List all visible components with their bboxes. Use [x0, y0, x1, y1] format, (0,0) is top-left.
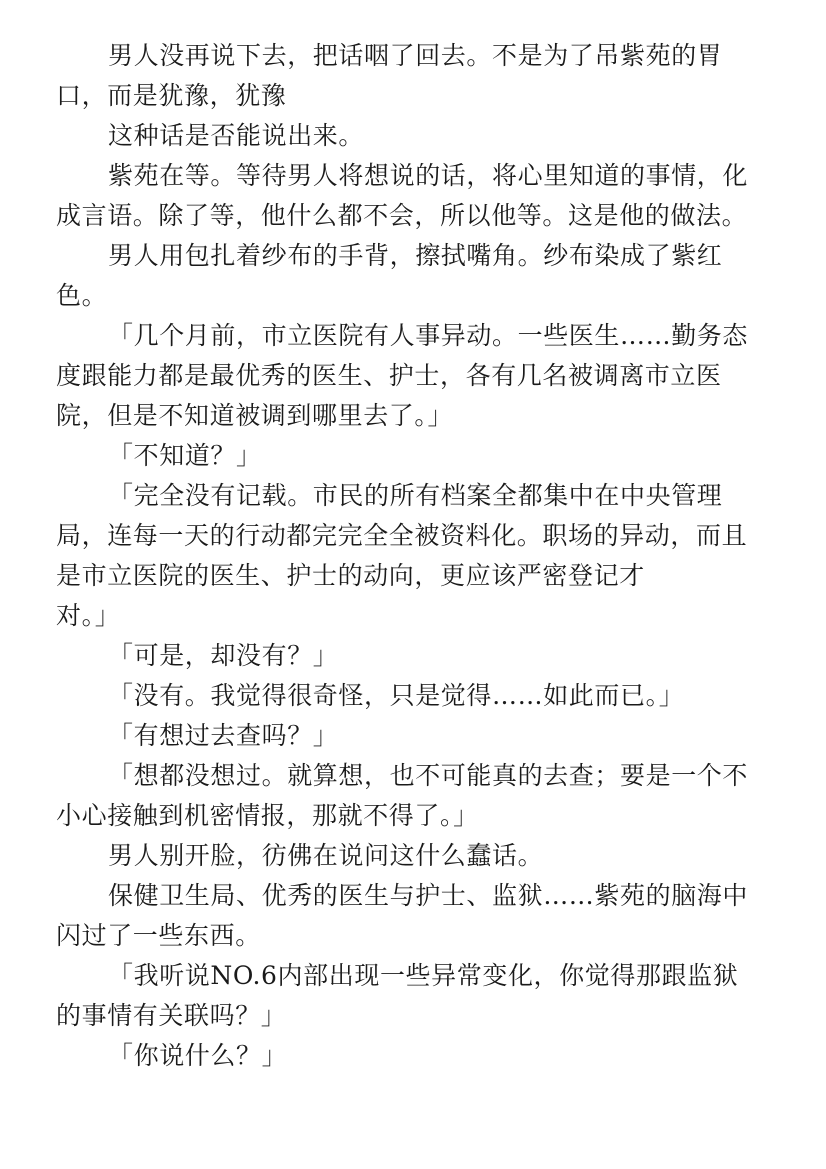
- dialogue-paragraph: 「完全没有记载。市民的所有档案全都集中在中央管理局，连每一天的行动都完完全全被资料化。职场的异动，而且是市立医院的医生、护士的动向，更应该严密登记才 对。」: [56, 481, 748, 630]
- paragraph: 紫苑在等。等待男人将想说的话，将心里知道的事情，化成言语。除了等，他什么都不会，所以他等。这是他的做法。: [56, 161, 749, 230]
- dialogue-paragraph: 「想都没想过。就算想，也不可能真的去查；要是一个不小心接触到机密情报，那就不得了。」: [56, 761, 749, 830]
- dialogue-paragraph: 「可是，却没有？」: [108, 641, 339, 670]
- paragraph: 男人没再说下去，把话咽了回去。不是为了吊紫苑的胃口，而是犹豫，犹豫: [56, 41, 723, 110]
- dialogue-paragraph: 「你说什么？」: [108, 1041, 288, 1070]
- paragraph: 这种话是否能说出来。: [108, 121, 365, 150]
- dialogue-paragraph: 「有想过去查吗？」: [108, 721, 339, 750]
- paragraph: 保健卫生局、优秀的医生与护士、监狱……紫苑的脑海中闪过了一些东西。: [56, 881, 749, 950]
- paragraph: 男人用包扎着纱布的手背，擦拭嘴角。纱布染成了紫红色。: [56, 241, 723, 310]
- document-page: [56, 36, 756, 1076]
- paragraph: 男人别开脸，彷佛在说问这什么蠢话。: [108, 841, 544, 870]
- dialogue-paragraph: 「几个月前，市立医院有人事异动。一些医生……勤务态度跟能力都是最优秀的医生、护士，各有几名被调离市立医院，但是不知道被调到哪里去了。」: [56, 321, 749, 430]
- dialogue-paragraph: 「我听说NO.6内部出现一些异常变化，你觉得那跟监狱的事情有关联吗？」: [56, 961, 739, 1030]
- dialogue-paragraph: 「不知道？」: [108, 441, 262, 470]
- dialogue-paragraph: 「没有。我觉得很奇怪，只是觉得……如此而已。」: [108, 681, 685, 710]
